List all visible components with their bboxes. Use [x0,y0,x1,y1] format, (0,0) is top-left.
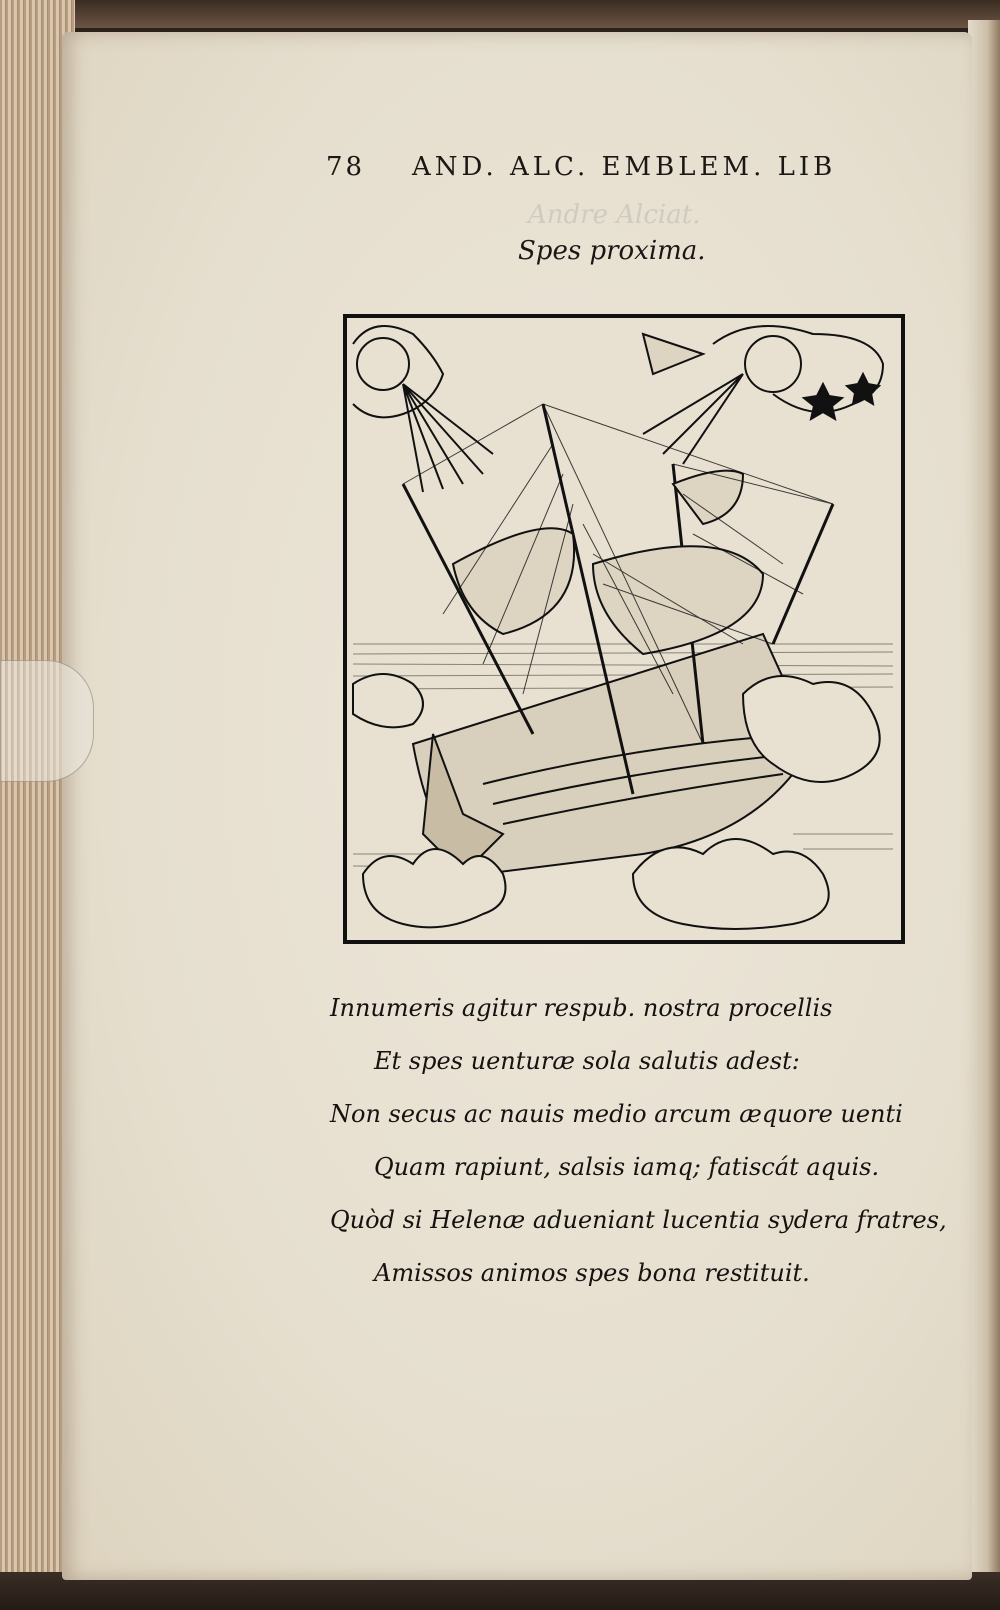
running-head-title: AND. ALC. EMBLEM. LIB [412,152,837,182]
ship-in-storm-woodcut [343,314,905,944]
binding-top [0,0,1000,28]
verse-line: Et spes uenturæ sola salutis adest: [374,1047,800,1075]
verse-line: Quam rapiunt, salsis iamq; fatiscát aquis. [374,1153,880,1181]
emblem-epigram [330,982,950,1300]
page-number: 78 [326,152,366,182]
running-header [0,152,1000,188]
next-page-edge [968,20,1000,1580]
show-through-text: Andre Alciat. [528,200,701,230]
verse-line: Quòd si Helenæ adueniant lucentia sydera fratres, [330,1206,947,1234]
verse-line: Non secus ac nauis medio arcum æquore uenti [330,1100,903,1128]
bookmark-tab[interactable] [0,660,94,782]
motto-text: Spes proxima. [518,236,706,266]
verse-line: Amissos animos spes bona restituit. [374,1259,810,1287]
verse-line: Innumeris agitur respub. nostra procellis [330,994,833,1022]
